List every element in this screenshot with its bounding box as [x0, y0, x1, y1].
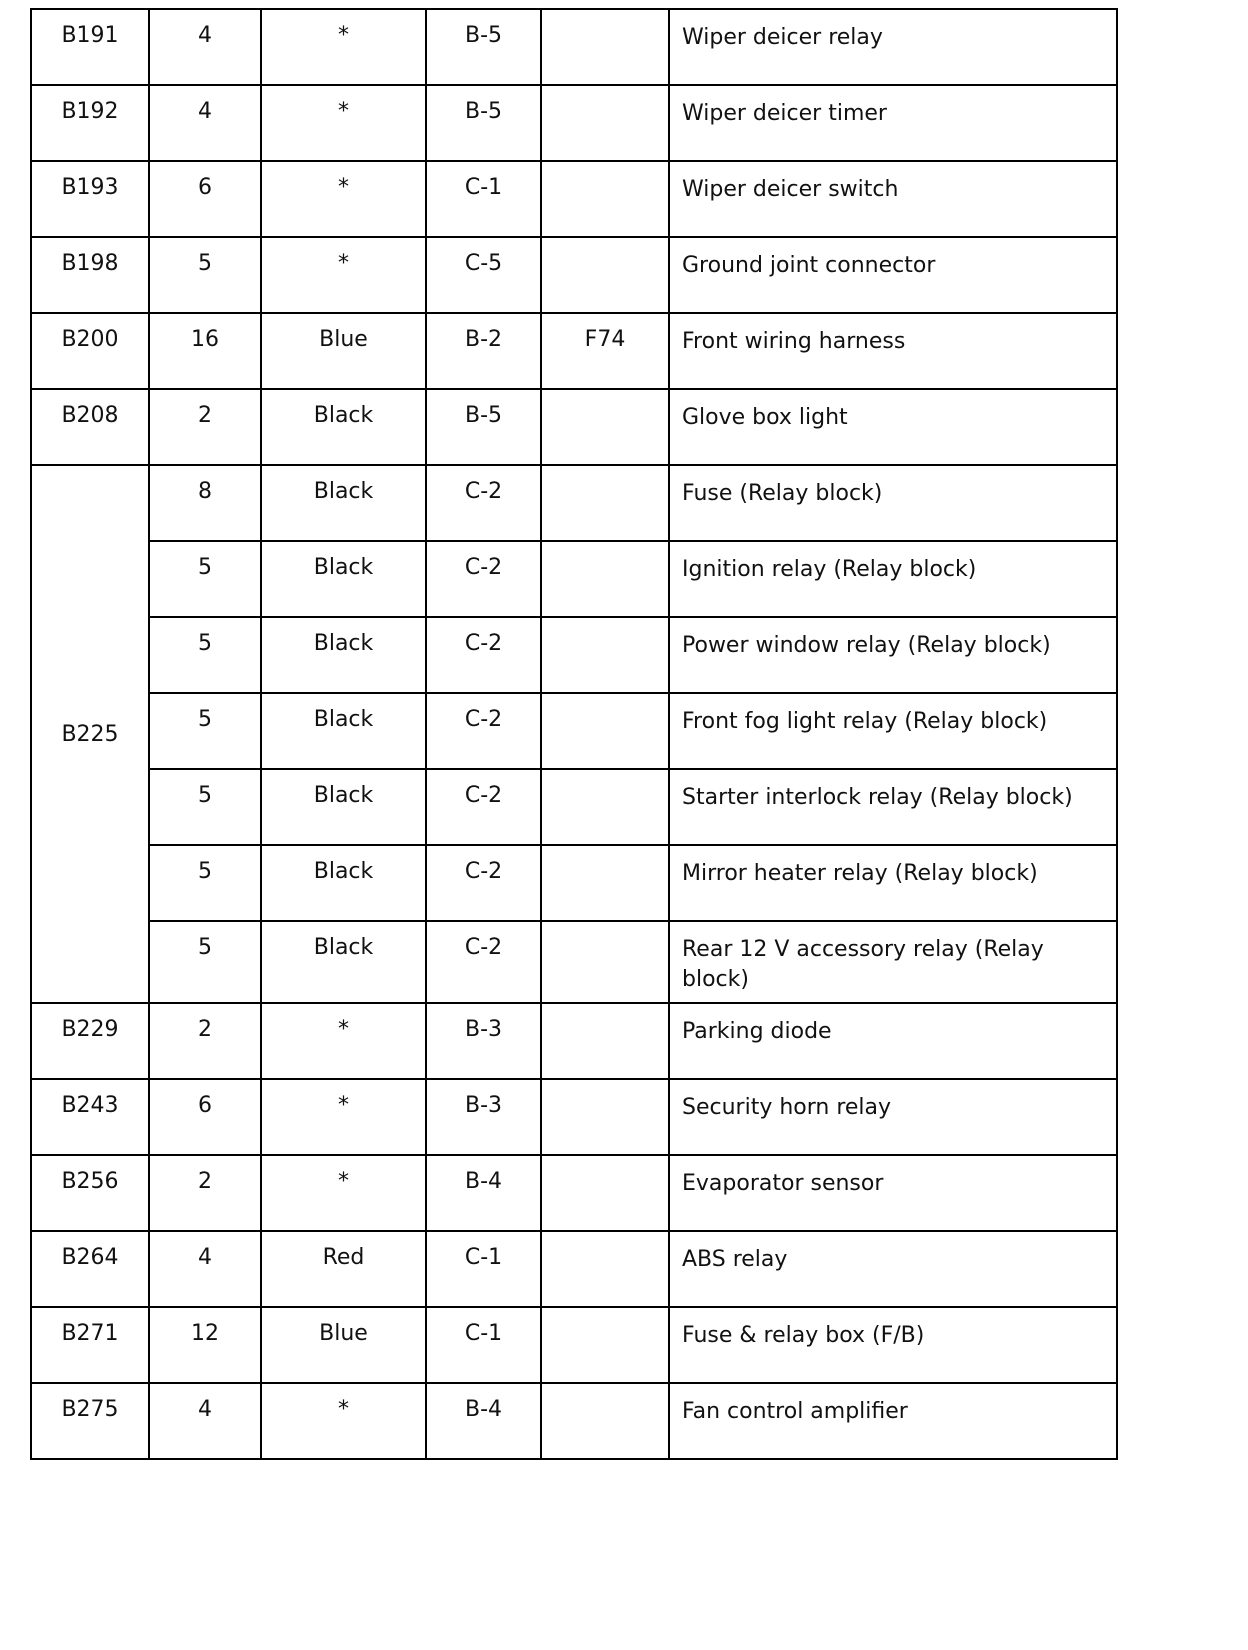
connector-table-body	[31, 9, 1117, 1459]
connector-id-cell: B192	[31, 85, 149, 161]
color-cell: *	[261, 1155, 426, 1231]
pin-count-cell: 5	[149, 237, 261, 313]
pin-count-cell: 5	[149, 617, 261, 693]
color-cell: Black	[261, 541, 426, 617]
color-cell: Black	[261, 693, 426, 769]
pin-count-cell: 8	[149, 465, 261, 541]
table-row	[31, 769, 1117, 845]
color-cell: Red	[261, 1231, 426, 1307]
color-cell: *	[261, 9, 426, 85]
grid-location-cell: B-5	[426, 389, 541, 465]
table-row	[31, 313, 1117, 389]
grid-location-cell: B-3	[426, 1079, 541, 1155]
grid-location-cell: C-2	[426, 845, 541, 921]
table-row	[31, 161, 1117, 237]
description-cell: Front wiring harness	[669, 313, 1117, 389]
grid-location-cell: C-2	[426, 465, 541, 541]
ref-cell	[541, 769, 669, 845]
pin-count-cell: 4	[149, 1383, 261, 1459]
description-cell: Wiper deicer relay	[669, 9, 1117, 85]
ref-cell	[541, 1307, 669, 1383]
connector-id-cell: B264	[31, 1231, 149, 1307]
description-cell: Glove box light	[669, 389, 1117, 465]
color-cell: Black	[261, 389, 426, 465]
description-cell: Wiper deicer switch	[669, 161, 1117, 237]
pin-count-cell: 5	[149, 845, 261, 921]
table-row	[31, 541, 1117, 617]
grid-location-cell: B-2	[426, 313, 541, 389]
table-row	[31, 1307, 1117, 1383]
connector-id-cell: B229	[31, 1003, 149, 1079]
color-cell: *	[261, 161, 426, 237]
color-cell: *	[261, 1003, 426, 1079]
ref-cell	[541, 617, 669, 693]
color-cell: Black	[261, 921, 426, 1003]
table-row	[31, 845, 1117, 921]
table-row	[31, 1231, 1117, 1307]
table-row	[31, 465, 1117, 541]
ref-cell	[541, 845, 669, 921]
ref-cell	[541, 1079, 669, 1155]
connector-id-cell: B225	[31, 465, 149, 1003]
pin-count-cell: 5	[149, 541, 261, 617]
ref-cell	[541, 161, 669, 237]
pin-count-cell: 2	[149, 389, 261, 465]
grid-location-cell: C-2	[426, 617, 541, 693]
description-cell: Parking diode	[669, 1003, 1117, 1079]
description-cell: Power window relay (Relay block)	[669, 617, 1117, 693]
color-cell: Blue	[261, 313, 426, 389]
pin-count-cell: 6	[149, 1079, 261, 1155]
grid-location-cell: B-4	[426, 1155, 541, 1231]
color-cell: Black	[261, 617, 426, 693]
connector-id-cell: B193	[31, 161, 149, 237]
table-row	[31, 85, 1117, 161]
ref-cell	[541, 9, 669, 85]
ref-cell	[541, 693, 669, 769]
description-cell: Front fog light relay (Relay block)	[669, 693, 1117, 769]
table-row	[31, 1155, 1117, 1231]
description-cell: Starter interlock relay (Relay block)	[669, 769, 1117, 845]
color-cell: Black	[261, 845, 426, 921]
table-row	[31, 1003, 1117, 1079]
table-row	[31, 237, 1117, 313]
connector-id-cell: B256	[31, 1155, 149, 1231]
color-cell: Black	[261, 769, 426, 845]
grid-location-cell: B-5	[426, 85, 541, 161]
color-cell: *	[261, 85, 426, 161]
grid-location-cell: C-2	[426, 769, 541, 845]
pin-count-cell: 5	[149, 769, 261, 845]
description-cell: Ground joint connector	[669, 237, 1117, 313]
table-row	[31, 1383, 1117, 1459]
description-cell: Fuse & relay box (F/B)	[669, 1307, 1117, 1383]
table-row	[31, 693, 1117, 769]
grid-location-cell: B-3	[426, 1003, 541, 1079]
grid-location-cell: C-1	[426, 161, 541, 237]
description-cell: Evaporator sensor	[669, 1155, 1117, 1231]
grid-location-cell: C-1	[426, 1231, 541, 1307]
pin-count-cell: 4	[149, 9, 261, 85]
grid-location-cell: C-2	[426, 693, 541, 769]
pin-count-cell: 16	[149, 313, 261, 389]
ref-cell	[541, 389, 669, 465]
table-row	[31, 1079, 1117, 1155]
color-cell: *	[261, 237, 426, 313]
connector-id-cell: B275	[31, 1383, 149, 1459]
grid-location-cell: C-2	[426, 541, 541, 617]
description-cell: Fan control amplifier	[669, 1383, 1117, 1459]
grid-location-cell: B-5	[426, 9, 541, 85]
description-cell: Security horn relay	[669, 1079, 1117, 1155]
connector-table	[30, 8, 1118, 1460]
connector-id-cell: B191	[31, 9, 149, 85]
description-cell: Mirror heater relay (Relay block)	[669, 845, 1117, 921]
ref-cell	[541, 1155, 669, 1231]
color-cell: *	[261, 1079, 426, 1155]
connector-id-cell: B198	[31, 237, 149, 313]
connector-id-cell: B200	[31, 313, 149, 389]
table-row	[31, 617, 1117, 693]
table-row	[31, 9, 1117, 85]
grid-location-cell: B-4	[426, 1383, 541, 1459]
ref-cell	[541, 1231, 669, 1307]
description-cell: Wiper deicer timer	[669, 85, 1117, 161]
pin-count-cell: 4	[149, 85, 261, 161]
ref-cell	[541, 1383, 669, 1459]
color-cell: Black	[261, 465, 426, 541]
ref-cell	[541, 85, 669, 161]
table-row	[31, 921, 1117, 1003]
pin-count-cell: 6	[149, 161, 261, 237]
description-cell: Fuse (Relay block)	[669, 465, 1117, 541]
ref-cell	[541, 921, 669, 1003]
color-cell: Blue	[261, 1307, 426, 1383]
ref-cell	[541, 541, 669, 617]
ref-cell	[541, 237, 669, 313]
description-cell: Ignition relay (Relay block)	[669, 541, 1117, 617]
description-cell: Rear 12 V accessory relay (Relay block)	[669, 921, 1117, 1003]
connector-id-cell: B208	[31, 389, 149, 465]
ref-cell	[541, 1003, 669, 1079]
grid-location-cell: C-1	[426, 1307, 541, 1383]
ref-cell: F74	[541, 313, 669, 389]
connector-id-cell: B271	[31, 1307, 149, 1383]
color-cell: *	[261, 1383, 426, 1459]
pin-count-cell: 5	[149, 921, 261, 1003]
pin-count-cell: 2	[149, 1003, 261, 1079]
pin-count-cell: 5	[149, 693, 261, 769]
description-cell: ABS relay	[669, 1231, 1117, 1307]
connector-id-cell: B243	[31, 1079, 149, 1155]
grid-location-cell: C-5	[426, 237, 541, 313]
table-row	[31, 389, 1117, 465]
pin-count-cell: 2	[149, 1155, 261, 1231]
pin-count-cell: 12	[149, 1307, 261, 1383]
ref-cell	[541, 465, 669, 541]
grid-location-cell: C-2	[426, 921, 541, 1003]
pin-count-cell: 4	[149, 1231, 261, 1307]
